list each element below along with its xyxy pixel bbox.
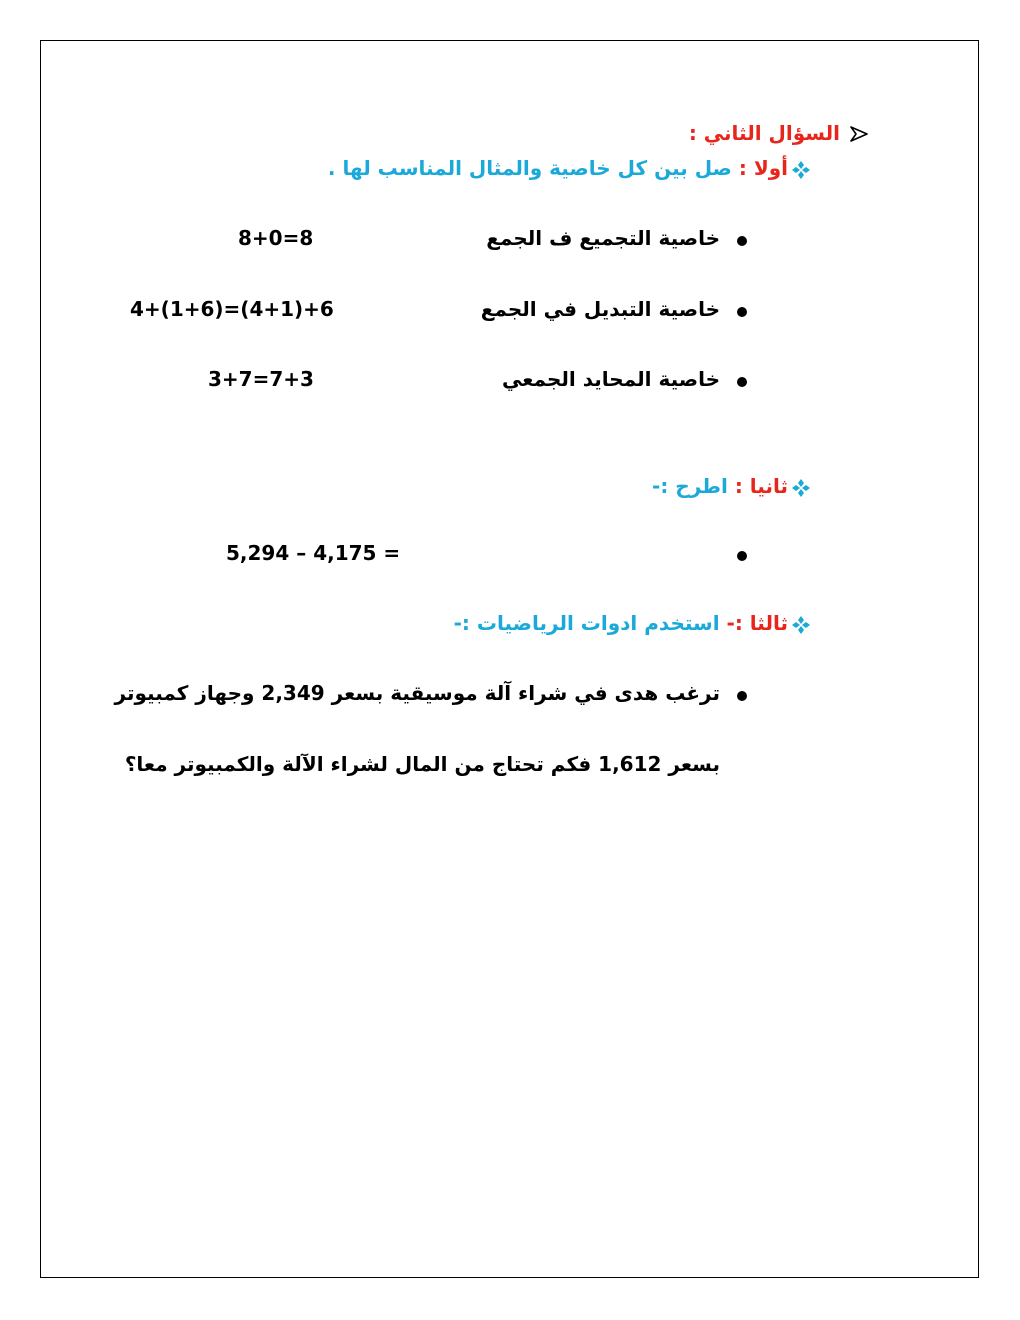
part3-label: ثالثا :- (726, 611, 788, 635)
question-title: السؤال الثاني : (688, 121, 840, 145)
part1-instruction: صل بين كل خاصية والمثال المناسب لها . (327, 156, 732, 180)
bullet-icon (737, 551, 747, 561)
word-problem-line-2: بسعر 1,612 فكم تحتاج من المال لشراء الآلة والكمبيوتر معا؟ (124, 752, 720, 776)
part3-instruction: استخدم ادوات الرياضيات :- (453, 611, 720, 635)
part3-heading (454, 611, 788, 635)
bullet-icon (737, 691, 747, 701)
part2-label: ثانيا : (734, 474, 788, 498)
subtraction-expression: 5,294 – 4,175 = (226, 541, 401, 565)
example-item-2: 4+(1+6)=(4+1)+6 (130, 297, 334, 321)
part2-heading (652, 474, 788, 498)
bullet-icon (737, 377, 747, 387)
property-item-2: خاصية التبديل في الجمع (480, 297, 720, 321)
word-problem-line-1: ترغب هدى في شراء آلة موسيقية بسعر 2,349 وجهاز كمبيوتر (114, 681, 720, 705)
part1-label: أولا : (738, 156, 788, 180)
example-item-1: 8+0=8 (238, 226, 314, 250)
arrowhead-bullet-icon (849, 126, 869, 142)
part1-heading (328, 156, 788, 180)
part2-instruction: اطرح :- (652, 474, 728, 498)
diamond-bullet-icon (791, 478, 811, 498)
property-item-1: خاصية التجميع ف الجمع (486, 226, 720, 250)
example-item-3: 3+7=7+3 (208, 367, 314, 391)
diamond-bullet-icon (791, 615, 811, 635)
property-item-3: خاصية المحايد الجمعي (502, 367, 720, 391)
diamond-bullet-icon (791, 160, 811, 180)
bullet-icon (737, 307, 747, 317)
bullet-icon (737, 236, 747, 246)
